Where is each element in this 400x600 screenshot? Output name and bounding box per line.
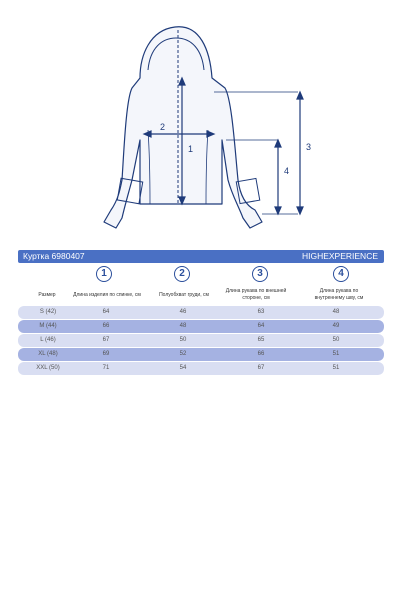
table-row <box>18 334 384 347</box>
brand-name: HIGHEXPERIENCE <box>301 251 378 261</box>
size-cell: S (42) <box>39 309 57 315</box>
value-cell: 65 <box>257 337 265 343</box>
value-cell: 69 <box>102 351 110 357</box>
table-row <box>18 306 384 319</box>
value-cell: 50 <box>332 337 340 343</box>
value-cell: 67 <box>102 337 110 343</box>
value-cell: 48 <box>332 309 340 315</box>
column-number-2: 2 <box>174 266 190 282</box>
product-banner <box>18 250 384 263</box>
value-cell: 54 <box>179 365 187 371</box>
value-cell: 67 <box>257 365 265 371</box>
column-number-3: 3 <box>252 266 268 282</box>
header-size: Размер <box>38 292 56 298</box>
column-number-4: 4 <box>333 266 349 282</box>
table-row <box>18 348 384 361</box>
header-inner-sleeve: Длина рукава по внутреннему шву, см <box>314 288 364 301</box>
size-cell: XXL (50) <box>36 365 60 371</box>
value-cell: 71 <box>102 365 110 371</box>
table-row <box>18 362 384 375</box>
header-chest: Полуобхват груди, см <box>159 292 209 298</box>
header-back-length: Длина изделия по спинке, см <box>73 292 141 298</box>
value-cell: 66 <box>257 351 265 357</box>
product-title: Куртка 6980407 <box>23 251 85 261</box>
value-cell: 49 <box>332 323 340 329</box>
jacket-measurement-diagram <box>0 0 400 240</box>
value-cell: 51 <box>332 365 340 371</box>
value-cell: 64 <box>102 309 110 315</box>
header-outer-sleeve: Длина рукава по внешней стороне, см <box>225 288 287 301</box>
label-3: 3 <box>306 142 312 152</box>
value-cell: 64 <box>257 323 265 329</box>
value-cell: 51 <box>332 351 340 357</box>
value-cell: 46 <box>179 309 187 315</box>
label-1: 1 <box>188 144 194 154</box>
value-cell: 48 <box>179 323 187 329</box>
size-cell: M (44) <box>39 323 57 329</box>
value-cell: 50 <box>179 337 187 343</box>
size-cell: XL (48) <box>38 351 58 357</box>
value-cell: 63 <box>257 309 265 315</box>
size-cell: L (46) <box>40 337 56 343</box>
value-cell: 52 <box>179 351 187 357</box>
column-number-1: 1 <box>96 266 112 282</box>
table-row <box>18 320 384 333</box>
label-2: 2 <box>160 122 166 132</box>
label-4: 4 <box>284 166 290 176</box>
value-cell: 66 <box>102 323 110 329</box>
